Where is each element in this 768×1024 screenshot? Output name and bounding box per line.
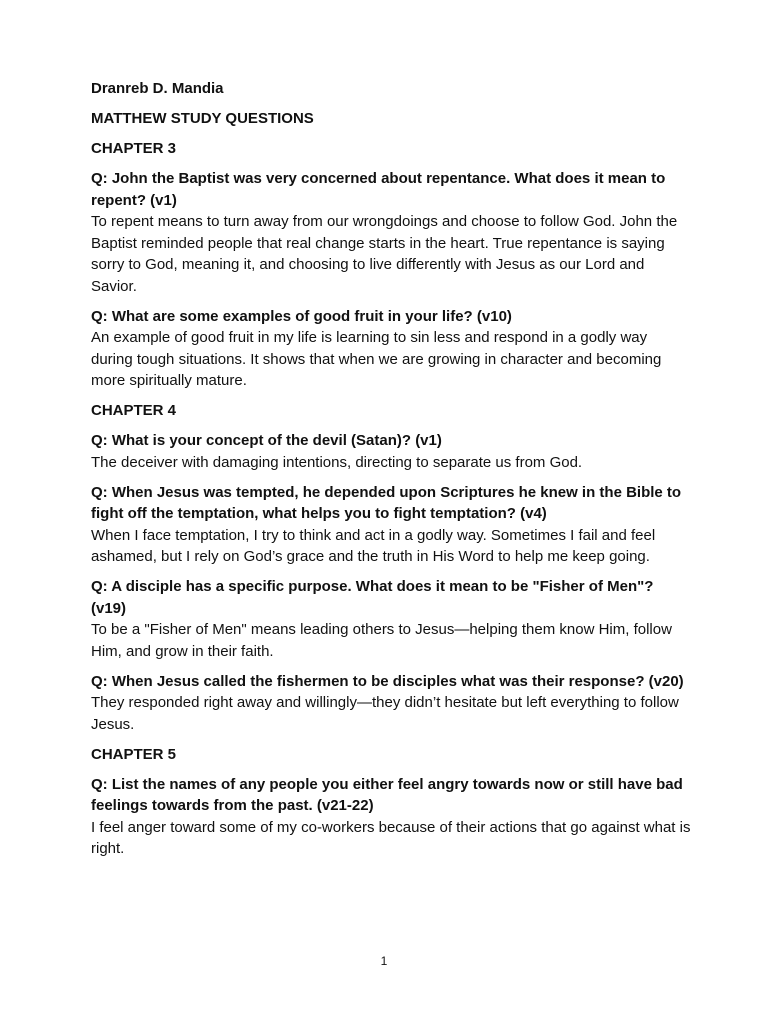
- author-name: Dranreb D. Mandia: [91, 80, 224, 97]
- question-text: Q: When Jesus was tempted, he depended upon Scriptures he knew in the Bible to fight off the temptation, what helps you to fight temptation? (v4): [91, 483, 682, 522]
- document-title: MATTHEW STUDY QUESTIONS: [91, 110, 314, 127]
- qa-item: [91, 430, 691, 473]
- qa-item: [91, 576, 691, 662]
- qa-item: [91, 671, 691, 736]
- answer-text: The deceiver with damaging intentions, directing to separate us from God.: [91, 453, 583, 471]
- qa-item: [91, 306, 691, 392]
- document-page: [91, 78, 691, 860]
- chapter-3-heading: CHAPTER 3: [91, 140, 177, 157]
- qa-item: [91, 482, 691, 568]
- question-text: Q: What are some examples of good fruit in your life? (v10): [91, 307, 512, 325]
- question-text: Q: When Jesus called the fishermen to be disciples what was their response? (v20): [91, 672, 684, 690]
- qa-item: [91, 168, 691, 297]
- question-text: Q: John the Baptist was very concerned about repentance. What does it mean to repent? (v1): [91, 170, 666, 209]
- question-text: Q: What is your concept of the devil (Satan)? (v1): [91, 432, 442, 449]
- answer-text: To be a "Fisher of Men" means leading others to Jesus—helping them know Him, follow Him, and grow in their faith.: [91, 621, 672, 660]
- answer-text: When I face temptation, I try to think and act in a godly way. Sometimes I fail and feel ashamed, but I rely on God’s grace and the truth in His Word to help me keep going.: [91, 526, 656, 565]
- answer-text: They responded right away and willingly—they didn’t hesitate but left everything to follow Jesus.: [91, 694, 679, 733]
- chapter-5-heading: CHAPTER 5: [91, 745, 177, 763]
- question-text: Q: A disciple has a specific purpose. What does it mean to be "Fisher of Men"? (v19): [91, 578, 654, 617]
- qa-item: [91, 774, 691, 860]
- chapter-4-heading: CHAPTER 4: [91, 402, 177, 419]
- answer-text: An example of good fruit in my life is learning to sin less and respond in a godly way during tough situations. It shows that when we are growing in character and becoming more spiritually mature.: [91, 329, 662, 389]
- answer-text: I feel anger toward some of my co-workers because of their actions that go against what is right.: [91, 818, 691, 857]
- page-number: 1: [380, 954, 388, 968]
- answer-text: To repent means to turn away from our wrongdoings and choose to follow God. John the Baptist reminded people that real change starts in the heart. True repentance is saying sorry to God, meaning it, and choosing to live differently with Jesus as our Lord and Savior.: [91, 213, 678, 295]
- question-text: Q: List the names of any people you either feel angry towards now or still have bad feelings towards from the past. (v21-22): [91, 775, 683, 814]
